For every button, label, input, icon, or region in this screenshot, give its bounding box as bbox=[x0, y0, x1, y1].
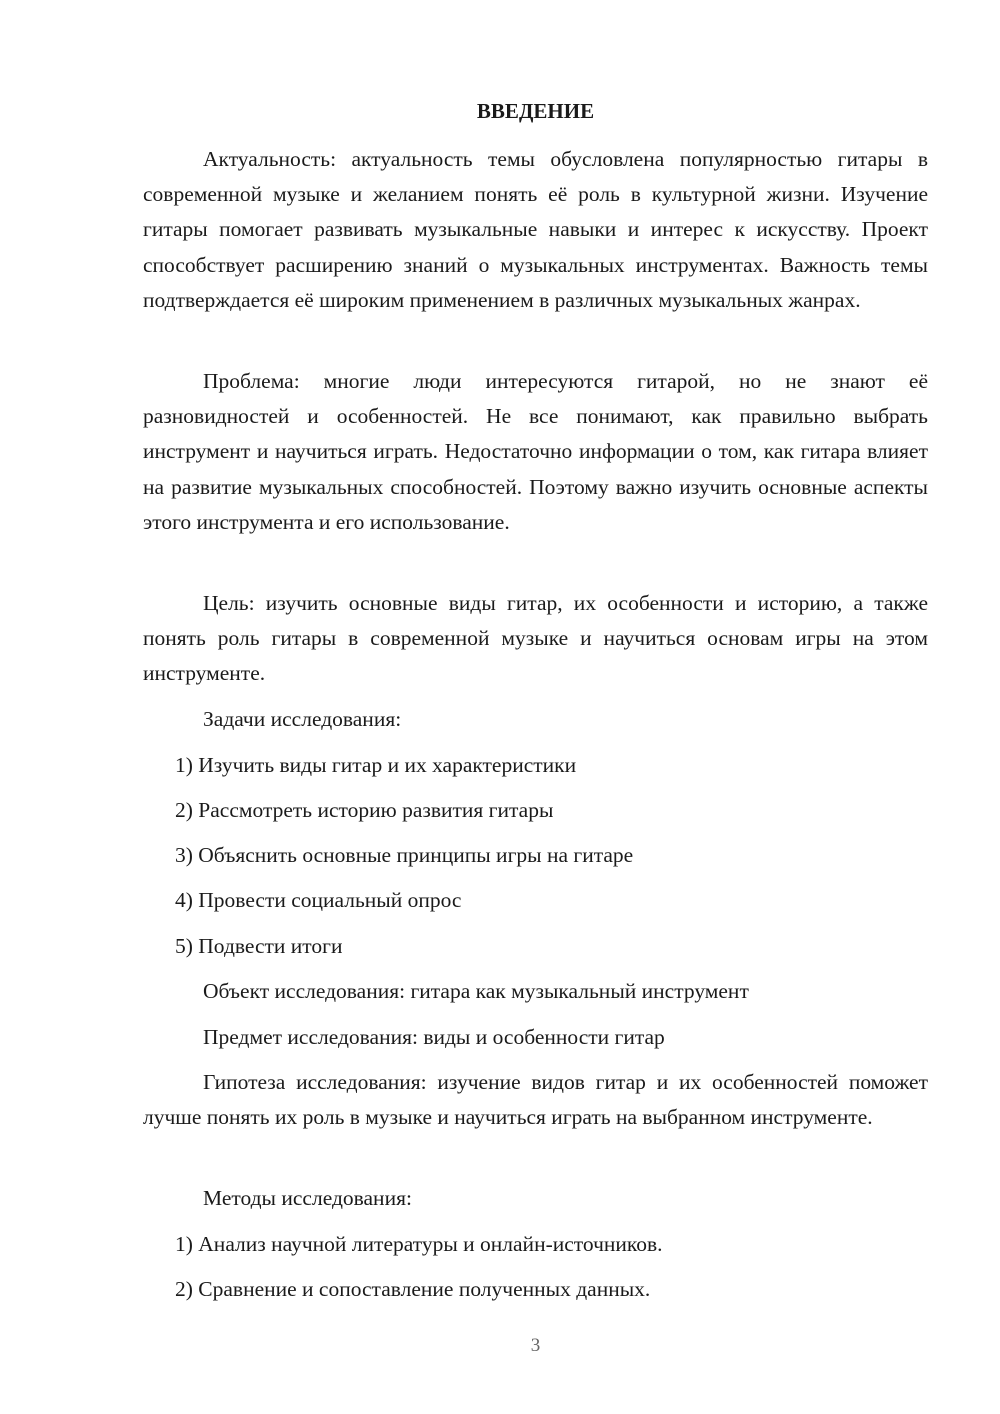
paragraph-hypothesis: Гипотеза исследования: изучение видов гитар и их особенностей поможет лучше понять их роль в музыке и научиться играть на выбранном инструменте. bbox=[143, 1070, 928, 1130]
paragraph-relevance: Актуальность: актуальность темы обусловлена популярностью гитары в современной музыке и желанием понять её роль в культурной жизни. Изучение гитары помогает развивать музыкальные навыки и интерес к искусству. Проект способствует расширению знаний о музыкальных инструментах. Важность темы подтверждается её широким применением в различных музыкальных жанрах. bbox=[143, 147, 928, 312]
paragraph-problem: Проблема: многие люди интересуются гитарой, но не знают её разновидностей и особенностей. Не все понимают, как правильно выбрать инструмент и научиться играть. Недостаточно информации о том, как гитара влияет на развитие музыкальных способностей. Поэтому важно изучить основные аспекты этого инструмента и его использование. bbox=[143, 369, 928, 534]
tasks-label: Задачи исследования: bbox=[203, 707, 402, 731]
methods-label: Методы исследования: bbox=[203, 1186, 412, 1210]
research-subject: Предмет исследования: виды и особенности гитар bbox=[203, 1025, 665, 1049]
method-item-2: 2) Сравнение и сопоставление полученных данных. bbox=[175, 1277, 651, 1301]
paragraph-goal: Цель: изучить основные виды гитар, их особенности и историю, а также понять роль гитары в современной музыке и научиться основам игры на этом инструменте. bbox=[143, 591, 928, 686]
page-number: 3 bbox=[530, 1335, 541, 1356]
section-heading: ВВЕДЕНИЕ bbox=[476, 99, 595, 123]
task-item-5: 5) Подвести итоги bbox=[175, 934, 343, 958]
task-item-4: 4) Провести социальный опрос bbox=[175, 888, 462, 912]
method-item-1: 1) Анализ научной литературы и онлайн-источников. bbox=[175, 1232, 663, 1256]
task-item-3: 3) Объяснить основные принципы игры на гитаре bbox=[175, 843, 634, 867]
task-item-2: 2) Рассмотреть историю развития гитары bbox=[175, 798, 554, 822]
task-item-1: 1) Изучить виды гитар и их характеристики bbox=[175, 753, 577, 777]
document-page bbox=[143, 0, 928, 1414]
research-object: Объект исследования: гитара как музыкальный инструмент bbox=[203, 979, 749, 1003]
